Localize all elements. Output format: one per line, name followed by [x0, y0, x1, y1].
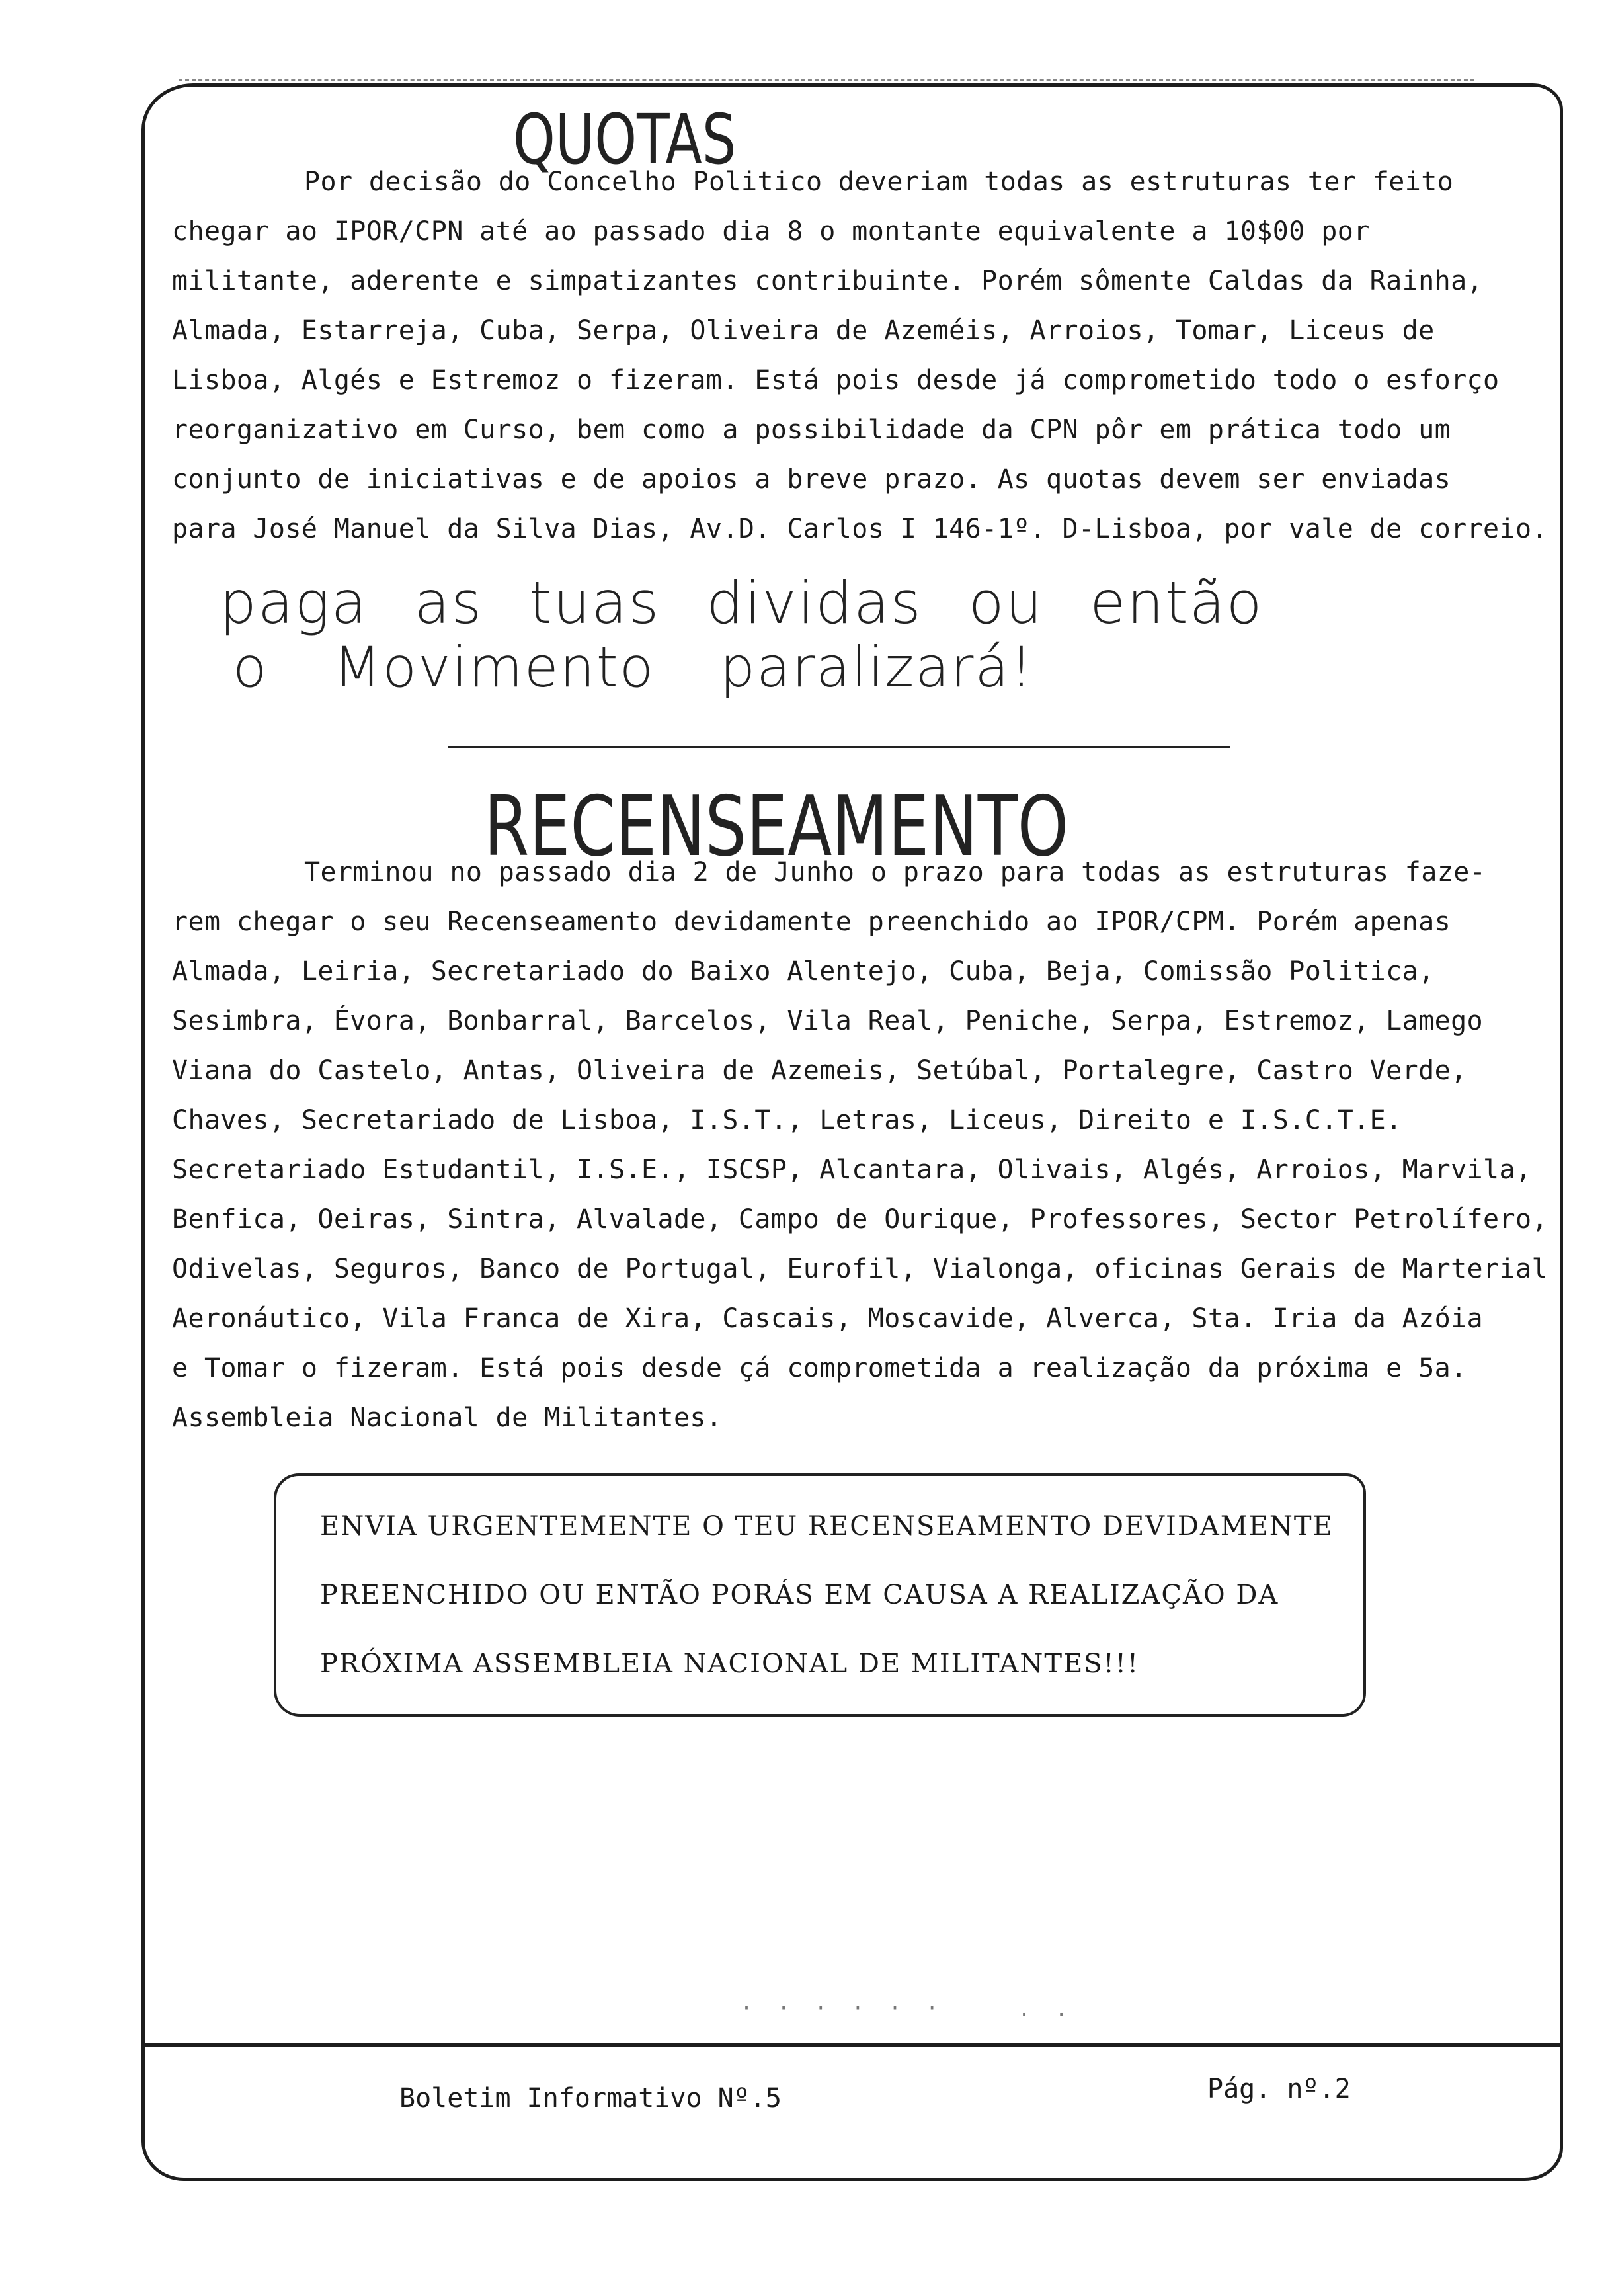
- recenseamento-line: Viana do Castelo, Antas, Oliveira de Azemeis, Setúbal, Portalegre, Castro Verde,: [172, 1055, 1467, 1086]
- urgent-notice-box: [274, 1473, 1366, 1717]
- recenseamento-line: Aeronáutico, Vila Franca de Xira, Cascais, Moscavide, Alverca, Sta. Iria da Azóia: [172, 1303, 1484, 1334]
- quotas-line: reorganizativo em Curso, bem como a possibilidade da CPN pôr em prática todo um: [172, 415, 1451, 445]
- recenseamento-line: Odivelas, Seguros, Banco de Portugal, Eurofil, Vialonga, oficinas Gerais de Marterial: [172, 1254, 1548, 1284]
- notice-line: PREENCHIDO OU ENTÃO PORÁS EM CAUSA A REALIZAÇÃO DA: [320, 1580, 1279, 1610]
- recenseamento-line: rem chegar o seu Recenseamento devidamente preenchido ao IPOR/CPM. Porém apenas: [172, 907, 1451, 937]
- recenseamento-line: Benfica, Oeiras, Sintra, Alvalade, Campo de Ourique, Professores, Sector Petrolífero,: [172, 1204, 1548, 1235]
- quotas-line: conjunto de iniciativas e de apoios a breve prazo. As quotas devem ser enviadas: [172, 464, 1451, 495]
- recenseamento-line: Assembleia Nacional de Militantes.: [172, 1403, 723, 1433]
- page-number: Pág. nº.2: [1207, 2074, 1351, 2104]
- quotas-paragraph: [172, 157, 1567, 554]
- scan-speck: · ·: [1018, 2004, 1074, 2027]
- top-dashed-rule: [179, 79, 1474, 81]
- quotas-line: militante, aderente e simpatizantes contribuinte. Porém sômente Caldas da Rainha,: [172, 266, 1484, 296]
- footer-rule: [141, 2043, 1563, 2047]
- recenseamento-line: e Tomar o fizeram. Está pois desde çá comprometida a realização da próxima e 5a.: [172, 1353, 1467, 1383]
- quotas-title: QUOTAS: [513, 99, 737, 180]
- recenseamento-title: RECENSEAMENTO: [484, 778, 1069, 875]
- recenseamento-line: Sesimbra, Évora, Bonbarral, Barcelos, Vila Real, Peniche, Serpa, Estremoz, Lamego: [172, 1006, 1484, 1036]
- quotas-line: Lisboa, Algés e Estremoz o fizeram. Está pois desde já comprometido todo o esforço: [172, 365, 1500, 395]
- notice-line: ENVIA URGENTEMENTE O TEU RECENSEAMENTO DEVIDAMENTE: [320, 1511, 1334, 1541]
- quotas-line: chegar ao IPOR/CPN até ao passado dia 8 o montante equivalente a 10$00 por: [172, 216, 1370, 247]
- recenseamento-line: Secretariado Estudantil, I.S.E., ISCSP, Alcantara, Olivais, Algés, Arroios, Marvila,: [172, 1155, 1532, 1185]
- quotas-line: para José Manuel da Silva Dias, Av.D. Carlos I 146-1º. D-Lisboa, por vale de correio.: [172, 514, 1548, 544]
- section-divider: [448, 746, 1230, 748]
- recenseamento-line: Chaves, Secretariado de Lisboa, I.S.T., Letras, Liceus, Direito e I.S.C.T.E.: [172, 1105, 1402, 1135]
- quotas-line: Por decisão do Concelho Politico deveriam todas as estruturas ter feito: [304, 167, 1454, 197]
- quotas-line: Almada, Estarreja, Cuba, Serpa, Oliveira de Azeméis, Arroios, Tomar, Liceus de: [172, 315, 1435, 346]
- handwritten-note-line2: o Movimento paralizará!: [233, 635, 1034, 700]
- notice-line: PRÓXIMA ASSEMBLEIA NACIONAL DE MILITANTES!!!: [320, 1649, 1139, 1679]
- recenseamento-line: Almada, Leiria, Secretariado do Baixo Alentejo, Cuba, Beja, Comissão Politica,: [172, 956, 1435, 987]
- scan-speck: · · · · · ·: [741, 1997, 945, 2020]
- recenseamento-paragraph: [172, 848, 1567, 1443]
- handwritten-note-line1: paga as tuas dividas ou então: [220, 569, 1264, 637]
- bulletin-label: Boletim Informativo Nº.5: [399, 2083, 782, 2113]
- recenseamento-line: Terminou no passado dia 2 de Junho o prazo para todas as estruturas faze-: [304, 857, 1486, 887]
